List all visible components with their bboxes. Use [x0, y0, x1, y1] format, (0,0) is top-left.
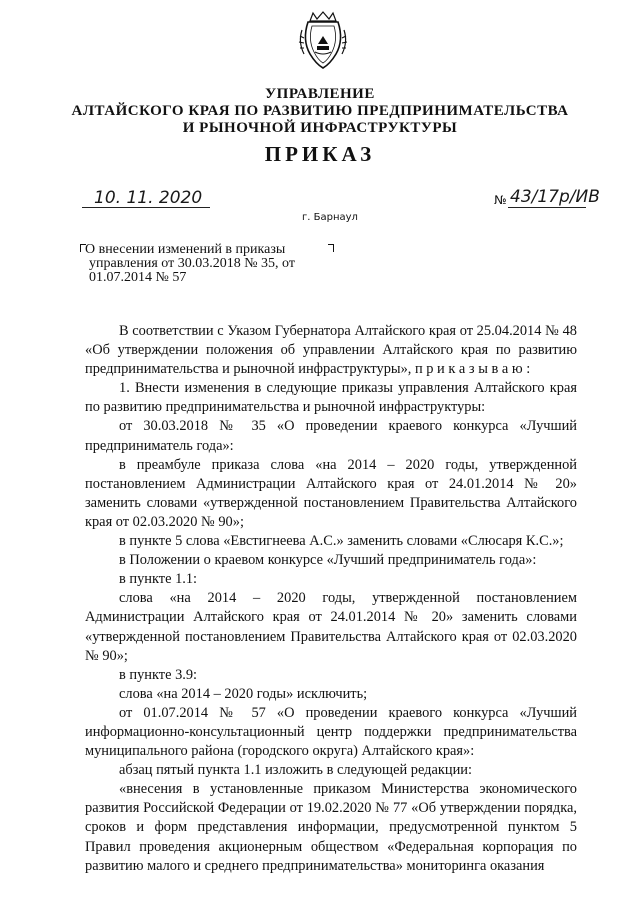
body-paragraph: 1. Внести изменения в следующие приказы управления Алтайского края по развитию предпринимательства и рыночной инфраструктуры:: [85, 380, 577, 416]
document-body: [85, 322, 577, 876]
body-paragraph: слова «на 2014 – 2020 годы, утвержденной постановлением Администрации Алтайского края от 24.01.2014 № 20» заменить словами «утвержденной постановлением Правительства Алтайского края от 02.03.2020 № 90»;: [85, 590, 577, 664]
subject-line: 01.07.2014 № 57: [89, 270, 187, 285]
city: г. Барнаул: [302, 212, 358, 223]
document-type: ПРИКАЗ: [264, 142, 376, 166]
body-paragraph: В соответствии с Указом Губернатора Алтайского края от 25.04.2014 № 48 «Об утверждении положения об управлении Алтайского края по развитию предпринимательства и рыночной инфраструктуры», п р и к а з ы в а ю :: [85, 323, 577, 378]
body-paragraph: слова «на 2014 – 2020 годы» исключить;: [119, 685, 368, 702]
body-paragraph: в пункте 1.1:: [119, 571, 198, 588]
body-paragraph: от 30.03.2018 № 35 «О проведении краевого конкурса «Лучший предприниматель года»:: [85, 418, 577, 454]
body-paragraph: «внесения в установленные приказом Министерства экономического развития Российской Федерации от 19.02.2020 № 77 «Об утверждении порядка, сроков и форм представления информации, предусмотренной пунктом 5 Правил проведения акционерным обществом «Федеральная корпорация по развитию малого и среднего предпринимательства» мониторинга оказания: [85, 781, 577, 874]
subject: [85, 243, 347, 285]
body-paragraph: абзац пятый пункта 1.1 изложить в следующей редакции:: [119, 762, 472, 779]
subject-line: О внесении изменений в приказы: [85, 242, 286, 257]
document-number: 43/17р/ИВ: [510, 187, 600, 207]
number-prefix: №: [494, 193, 507, 207]
number-underline: [508, 207, 586, 208]
org-name-line-3: И РЫНОЧНОЙ ИНФРАСТРУКТУРЫ: [182, 120, 458, 136]
document-date: 10. 11. 2020: [94, 188, 203, 208]
body-paragraph: в преамбуле приказа слова «на 2014 – 2020 годы, утвержденной постановлением Администрации Алтайского края от 24.01.2014 № 20» заменить словами «утвержденной постановлением Правительства Алтайского края от 02.03.2020 № 90»;: [85, 456, 577, 530]
date-underline: [82, 207, 210, 208]
body-paragraph: от 01.07.2014 № 57 «О проведении краевого конкурса «Лучший информационно-консультационный центр поддержки предпринимательства муниципального района (городского округа) Алтайского края»:: [85, 704, 577, 760]
org-name-line-2: АЛТАЙСКОГО КРАЯ ПО РАЗВИТИЮ ПРЕДПРИНИМАТЕЛЬСТВА: [71, 103, 569, 119]
body-paragraph: в пункте 3.9:: [119, 666, 198, 683]
subject-line: управления от 30.03.2018 № 35, от: [89, 256, 295, 271]
org-name-line-1: УПРАВЛЕНИЕ: [265, 86, 375, 102]
coat-of-arms-icon: [296, 10, 350, 72]
body-paragraph: в пункте 5 слова «Евстигнеева А.С.» заменить словами «Слюсаря К.С.»;: [119, 533, 564, 550]
body-paragraph: в Положении о краевом конкурсе «Лучший предприниматель года»:: [119, 552, 537, 569]
